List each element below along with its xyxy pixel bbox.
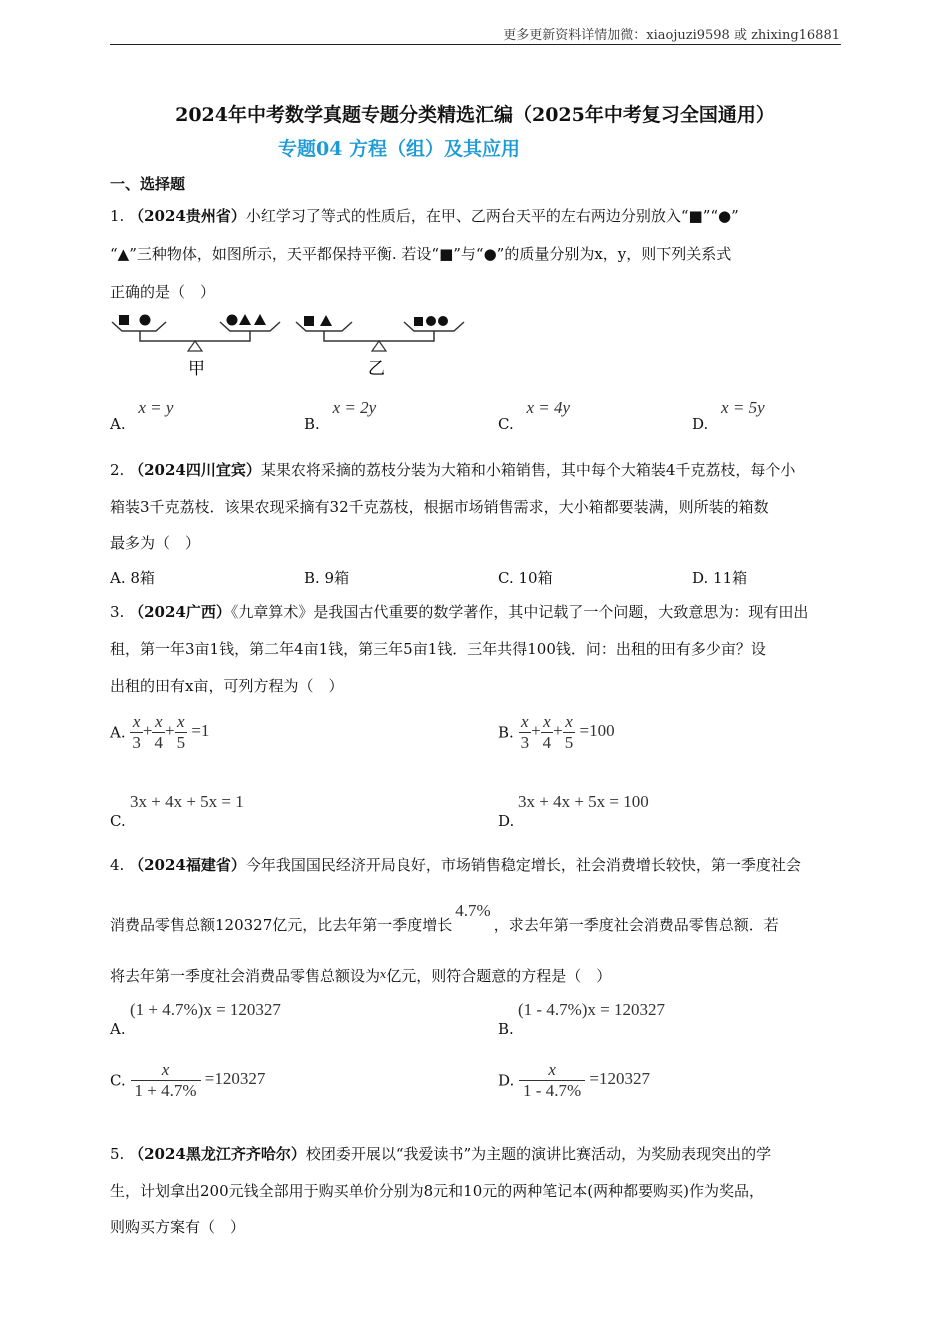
q2-option-a[interactable]: A. 8箱 bbox=[110, 569, 155, 587]
q3-option-c[interactable]: 3x + 4x + 5x = 1 C. bbox=[110, 792, 244, 830]
q3-line3: 出租的田有x亩，可列方程为（ ） bbox=[110, 677, 344, 695]
doc-title: 2024年中考数学真题专题分类精选汇编（2025年中考复习全国通用） bbox=[175, 104, 775, 126]
q4-line1: 4. （2024福建省）今年我国国民经济开局良好，市场销售稳定增长，社会消费增长较快，第一季度社会 bbox=[110, 856, 801, 874]
balance-scales-figure bbox=[108, 308, 468, 383]
q4-option-d[interactable]: D. $\frac{x}{1 - 4.7\%}$ =120327 bbox=[498, 1060, 650, 1100]
q3-option-d[interactable]: 3x + 4x + 5x = 100 D. bbox=[498, 792, 649, 830]
q1-line2: “▲”三种物体，如图所示，天平都保持平衡. 若设“■”与“●”的质量分别为x，y，则下列关系式 bbox=[110, 245, 732, 263]
header-note: 更多更新资料详情加微：xiaojuzi9598 或 zhixing16881 bbox=[503, 28, 840, 43]
q1-option-a[interactable]: A. x = y bbox=[110, 398, 174, 433]
q1-source: （2024贵州省） bbox=[129, 207, 246, 225]
scale-b-label: 乙 bbox=[368, 359, 385, 379]
q2-option-b[interactable]: B. 9箱 bbox=[304, 569, 350, 587]
q2-line1: 2. （2024四川宜宾）某果农将采摘的荔枝分装为大箱和小箱销售，其中每个大箱装4千克荔枝，每个小 bbox=[110, 461, 796, 479]
q5-line2: 生，计划拿出200元钱全部用于购买单价分别为8元和10元的两种笔记本(两种都要购买)作为奖品， bbox=[110, 1182, 764, 1200]
scale-a-label: 甲 bbox=[188, 359, 205, 379]
q4-option-c[interactable]: C. $\frac{x}{1 + 4.7\%}$ =120327 bbox=[110, 1060, 266, 1100]
q4-source: （2024福建省） bbox=[129, 856, 246, 874]
q2-option-c[interactable]: C. 10箱 bbox=[498, 569, 553, 587]
q3-source: （2024广西） bbox=[129, 603, 231, 621]
scale-b bbox=[296, 315, 464, 379]
q5-source: （2024黑龙江齐齐哈尔） bbox=[129, 1145, 306, 1163]
q1-line3: 正确的是（ ） bbox=[110, 283, 216, 301]
q3-line2: 租，第一年3亩1钱，第二年4亩1钱，第三年5亩1钱．三年共得100钱．问：出租的田有多少亩？设 bbox=[110, 640, 766, 658]
doc-subtitle: 专题04 方程（组）及其应用 bbox=[278, 138, 521, 160]
q5-line3: 则购买方案有（ ） bbox=[110, 1218, 246, 1236]
q1-option-c[interactable]: C. x = 4y bbox=[498, 398, 571, 433]
q4-option-b[interactable]: (1 - 4.7%)x = 120327 B. bbox=[498, 1000, 665, 1038]
header-rule bbox=[110, 44, 841, 45]
scale-a bbox=[112, 314, 280, 379]
q5-line1: 5. （2024黑龙江齐齐哈尔）校团委开展以“我爱读书”为主题的演讲比赛活动，为奖励表现突出的学 bbox=[110, 1145, 772, 1163]
q2-line2: 箱装3千克荔枝．该果农现采摘有32千克荔枝，根据市场销售需求，大小箱都要装满，则所装的箱数 bbox=[110, 498, 769, 516]
q3-option-b[interactable]: B. $\frac{x}{3}$ + $\frac{x}{4}$ + $\frac{x}{5}$ =100 bbox=[498, 712, 615, 752]
q3-option-a[interactable]: A. $\frac{x}{3}$ + $\frac{x}{4}$ + $\frac{x}{5}$ =1 bbox=[110, 712, 210, 752]
q4-line2: 消费品零售总额120327亿元，比去年第一季度增长4.7%，求去年第一季度社会消费品零售总额．若 bbox=[110, 901, 779, 934]
q3-line1: 3. （2024广西）《九章算术》是我国古代重要的数学著作，其中记载了一个问题，大致意思为：现有田出 bbox=[110, 603, 809, 621]
q1-option-b[interactable]: B. x = 2y bbox=[304, 398, 377, 433]
q4-option-a[interactable]: (1 + 4.7%)x = 120327 A. bbox=[110, 1000, 281, 1038]
q2-option-d[interactable]: D. 11箱 bbox=[692, 569, 748, 587]
section-heading: 一、选择题 bbox=[110, 175, 186, 193]
q2-source: （2024四川宜宾） bbox=[129, 461, 261, 479]
q1-option-d[interactable]: D. x = 5y bbox=[692, 398, 765, 433]
q2-line3: 最多为（ ） bbox=[110, 534, 201, 552]
q1-line1: 1. （2024贵州省）小红学习了等式的性质后，在甲、乙两台天平的左右两边分别放入“■”“●” bbox=[110, 207, 739, 225]
q4-line3: 将去年第一季度社会消费品零售总额设为$^x$亿元，则符合题意的方程是（ ） bbox=[110, 967, 612, 985]
